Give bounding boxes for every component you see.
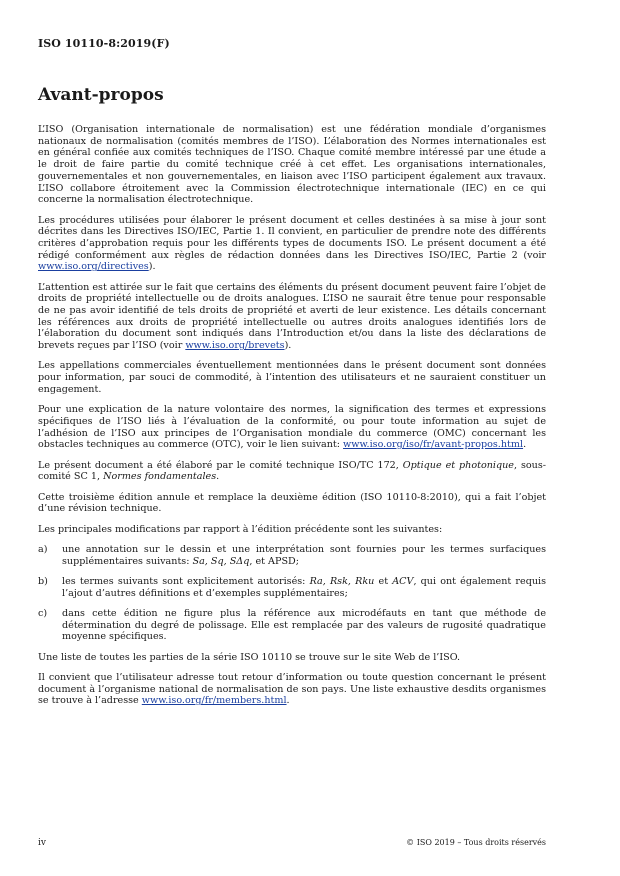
- paragraph-trade-names: Les appellations commerciales éventuellement mentionnées dans le présent document sont données pour information, par souci de commodité, à l’intention des utilisateurs et ne sauraient constituer un engagement.: [38, 360, 546, 395]
- document-id: ISO 10110-8:2019(F): [38, 37, 170, 50]
- paragraph-changes-intro: Les principales modifications par rapport à l’édition précédente sont les suivantes:: [38, 523, 443, 535]
- paragraph-series: Une liste de toutes les parties de la série ISO 10110 se trouve sur le site Web de l’ISO.: [38, 651, 461, 663]
- paragraph-committee: Le présent document a été élaboré par le comité technique ISO/TC 172, Optique et photonique, sous-comité SC 1, Normes fondamentales.: [38, 459, 546, 483]
- list-item: a) une annotation sur le dessin et une interprétation sont fournies pour les termes surfaciques supplémentaires suivants: Sa, Sq, SΔq, et APSD;: [38, 543, 546, 567]
- copyright-notice: © ISO 2019 – Tous droits réservés: [406, 838, 546, 847]
- members-link[interactable]: www.iso.org/fr/members.html: [141, 695, 287, 707]
- paragraph-patents: L’attention est attirée sur le fait que certains des éléments du présent document peuvent faire l’objet de droits de propriété intellectuelle ou de droits analogues. L’ISO ne saurait être tenue pour responsable de ne pas avoir identifié de tels droits de propriété et averti de leur existence. Les détails concernant les références aux droits de propriété intellectuelle ou autres droits analogues identifiés lors de l’élaboration du document sont indiqués dans l’Introduction et/ou dans la liste des déclarations de brevets reçues par l’ISO (voir www.iso.org/brevets).: [38, 281, 546, 352]
- paragraph-edition: Cette troisième édition annule et remplace la deuxième édition (ISO 10110-8:2010), qui a fait l’objet d’une révision technique.: [38, 491, 546, 515]
- directives-link[interactable]: www.iso.org/directives: [38, 261, 149, 273]
- page-title: Avant-propos: [38, 85, 164, 105]
- patents-link[interactable]: www.iso.org/brevets: [185, 340, 285, 352]
- page-number: iv: [38, 838, 46, 848]
- paragraph-procedures: Les procédures utilisées pour élaborer le présent document et celles destinées à sa mise à jour sont décrites dans les Directives ISO/IEC, Partie 1. Il convient, en particulier de prendre note des différents critères d’approbation requis pour les différents types de documents ISO. Le présent document a été rédigé conformément aux règles de rédaction données dans les Directives ISO/IEC, Partie 2 (voir www.iso.org/directives).: [38, 214, 546, 273]
- foreword-body: [38, 124, 546, 716]
- paragraph-voluntary: Pour une explication de la nature volontaire des normes, la signification des termes et expressions spécifiques de l’ISO liés à l’évaluation de la conformité, ou pour toute information au sujet de l’adhésion de l’ISO aux principes de l’Organisation mondiale du commerce (OMC) concernant les obstacles techniques au commerce (OTC), voir le lien suivant: www.iso.org/iso/fr/avant-propos.html.: [38, 404, 546, 451]
- paragraph-feedback: Il convient que l’utilisateur adresse tout retour d’information ou toute question concernant le présent document à l’organisme national de normalisation de son pays. Une liste exhaustive desdits organismes se trouve à l’adresse www.iso.org/fr/members.html.: [38, 671, 546, 707]
- foreword-link[interactable]: www.iso.org/iso/fr/avant-propos.html: [343, 439, 524, 451]
- list-item: b) les termes suivants sont explicitement autorisés: Ra, Rsk, Rku et ACV, qui ont également requis l’ajout d’autres définitions et d’exemples supplémentaires;: [38, 575, 547, 599]
- list-item: c) dans cette édition ne figure plus la référence aux microdéfauts en tant que méthode de détermination du degré de polissage. Elle est remplacée par des valeurs de rugosité quadratique moyenne spécifiques.: [38, 607, 546, 643]
- paragraph-iso-intro: L’ISO (Organisation internationale de normalisation) est une fédération mondiale d’organismes nationaux de normalisation (comités membres de l’ISO). L’élaboration des Normes internationales est en général confiée aux comités techniques de l’ISO. Chaque comité membre intéressé par une étude a le droit de faire partie du comité technique créé à cet effet. Les organisations internationales, gouvernementales et non gouvernementales, en liaison avec l’ISO participent également aux travaux. L’ISO collabore étroitement avec la Commission électrotechnique internationale (IEC) en ce qui concerne la normalisation électrotechnique.: [38, 124, 546, 206]
